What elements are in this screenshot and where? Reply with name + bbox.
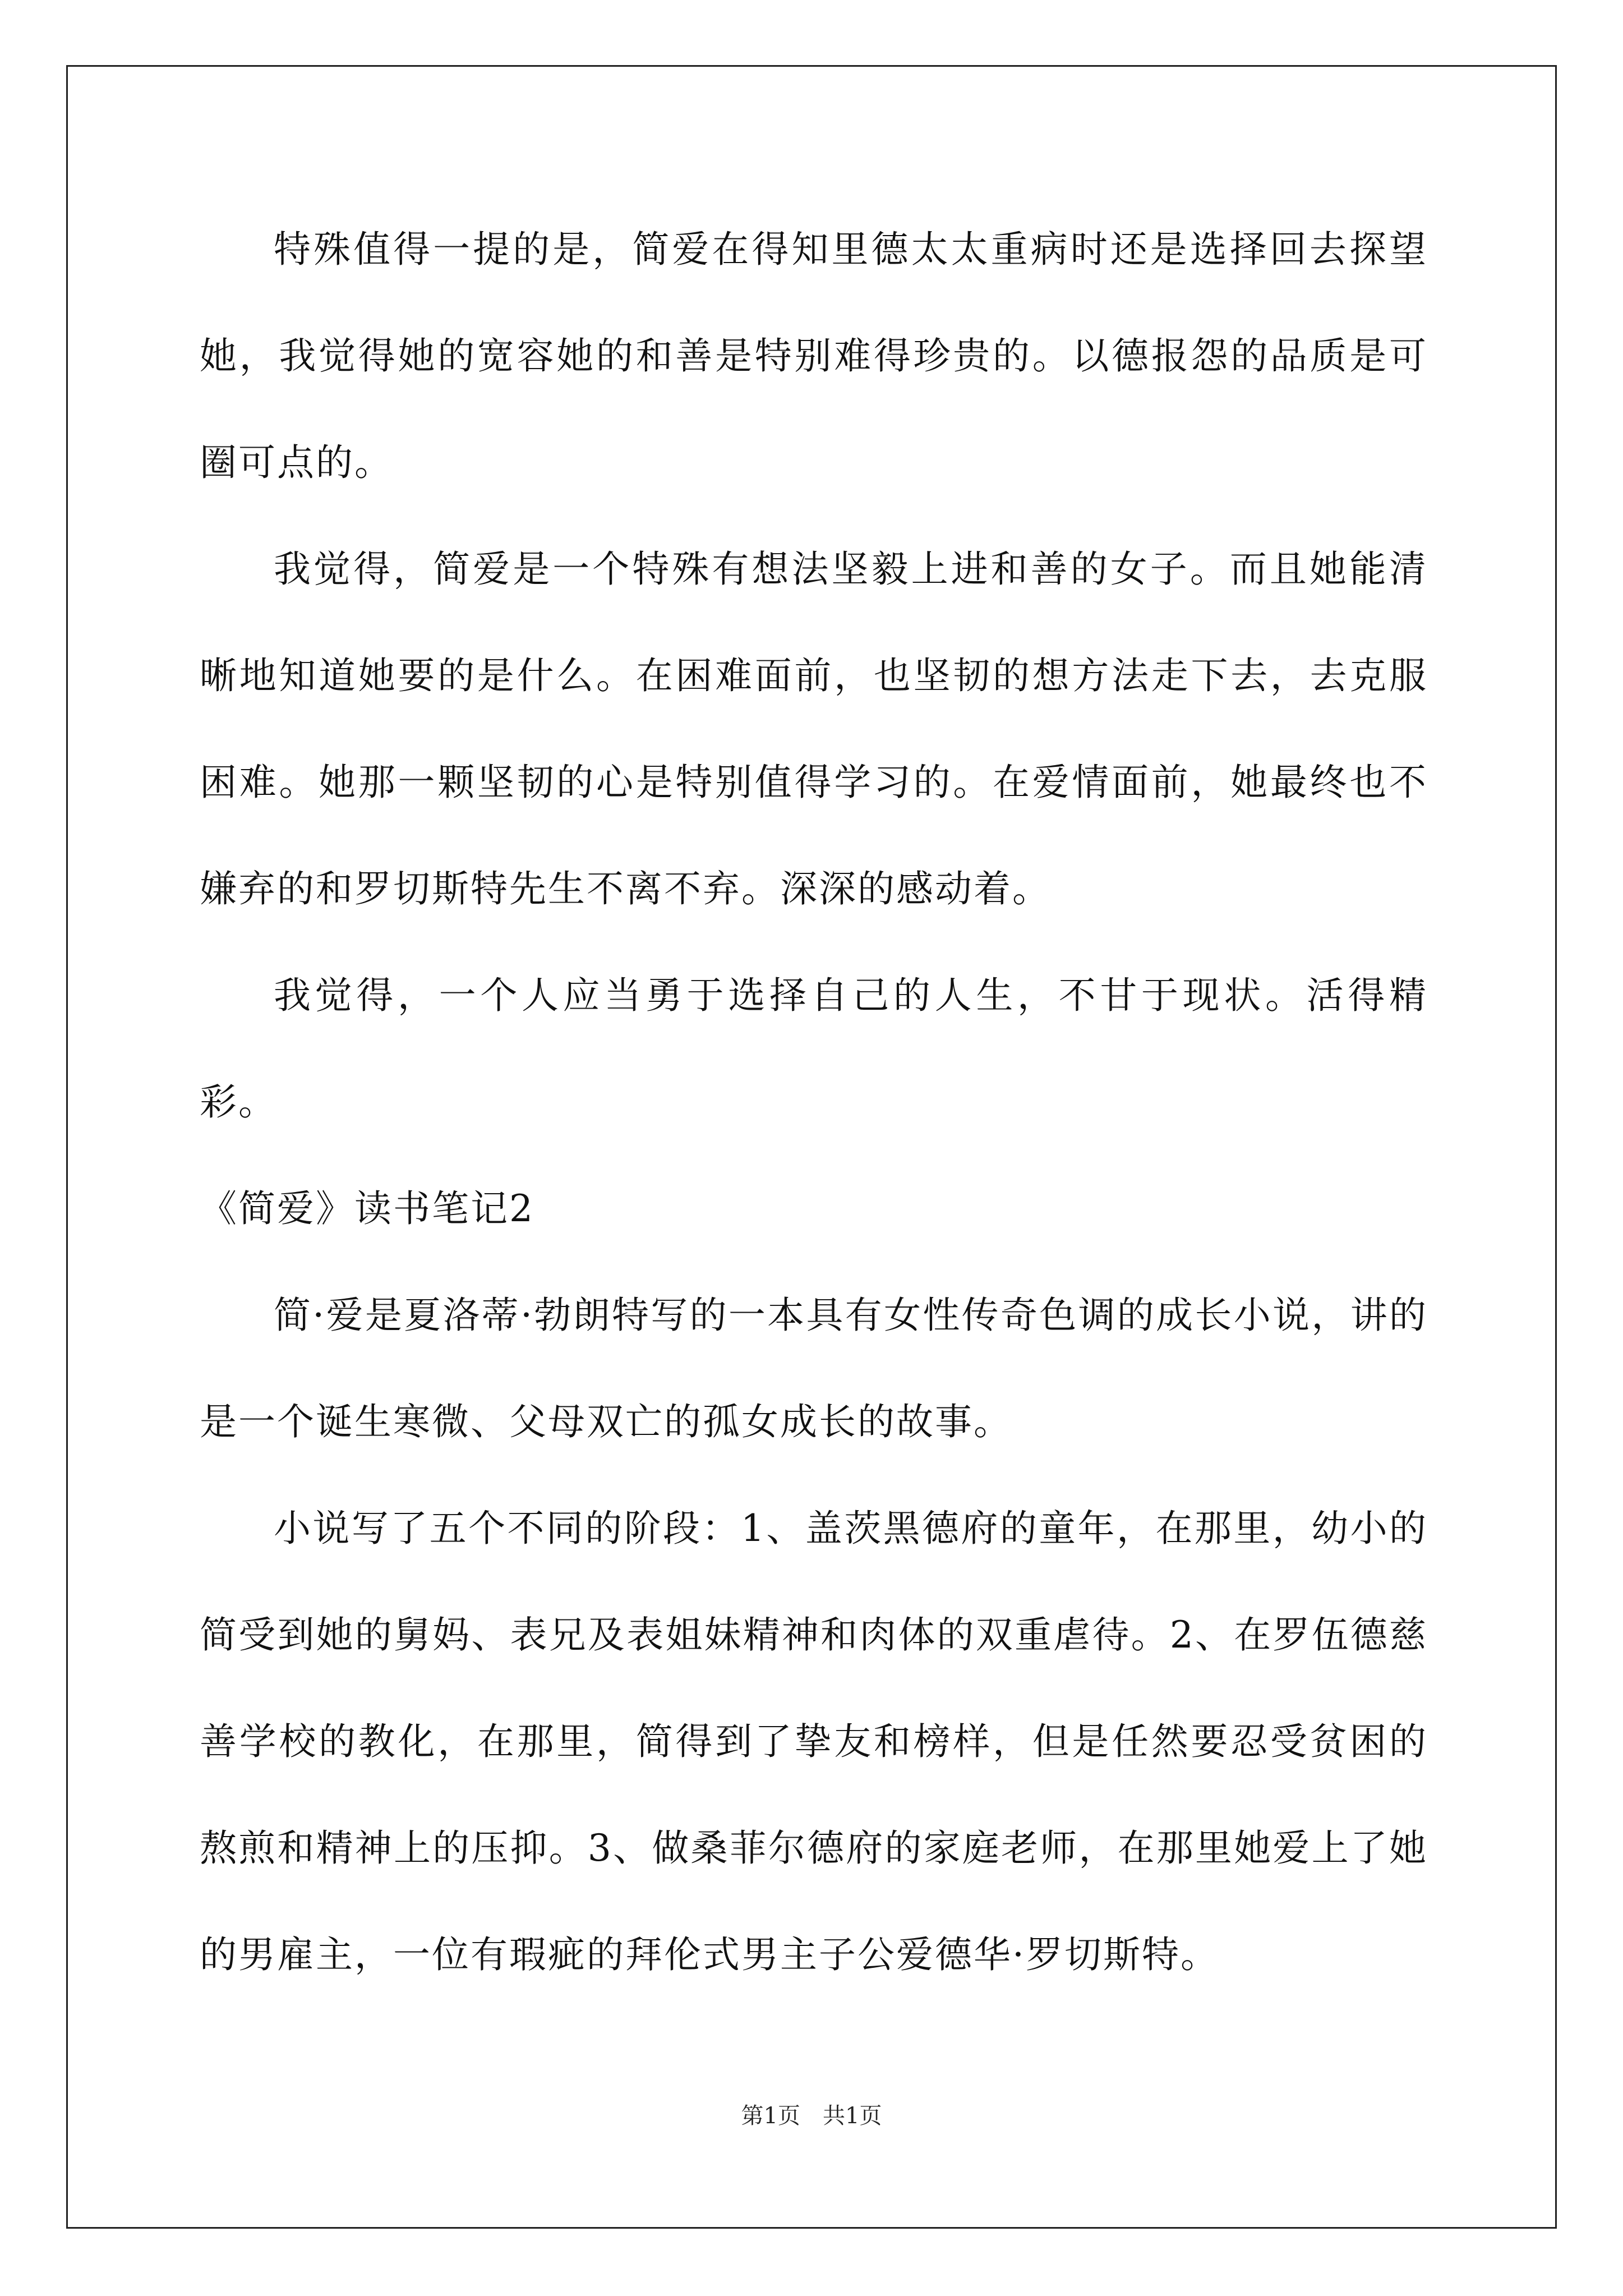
paragraph-1: 特殊值得一提的是，简爱在得知里德太太重病时还是选择回去探望她，我觉得她的宽容她的和善是特别难得珍贵的。以德报怨的品质是可圈可点的。: [200, 228, 1428, 484]
page-footer: 第1页 共1页: [741, 2103, 882, 2129]
section-heading: 《简爱》读书笔记2: [200, 1187, 534, 1230]
paragraph-2: 我觉得，简爱是一个特殊有想法坚毅上进和善的女子。而且她能清晰地知道她要的是什么。在困难面前，也坚韧的想方法走下去，去克服困难。她那一颗坚韧的心是特别值得学习的。在爱情面前，她最终也不嫌弃的和罗切斯特先生不离不弃。深深的感动着。: [200, 547, 1428, 910]
paragraph-4: 简·爱是夏洛蒂·勃朗特写的一本具有女性传奇色调的成长小说，讲的是一个诞生寒微、父母双亡的孤女成长的故事。: [200, 1294, 1428, 1443]
paragraph-5: 小说写了五个不同的阶段：1、盖茨黑德府的童年，在那里，幼小的简受到她的舅妈、表兄及表姐妹精神和肉体的双重虐待。2、在罗伍德慈善学校的教化，在那里，简得到了挚友和榜样，但是任然要忍受贫困的熬煎和精神上的压抑。3、做桑菲尔德府的家庭老师，在那里她爱上了她的男雇主，一位有瑕疵的拜伦式男主子公爱德华·罗切斯特。: [200, 1507, 1428, 1976]
paragraph-3: 我觉得，一个人应当勇于选择自己的人生，不甘于现状。活得精彩。: [200, 974, 1428, 1124]
document-body: [200, 196, 1428, 2008]
